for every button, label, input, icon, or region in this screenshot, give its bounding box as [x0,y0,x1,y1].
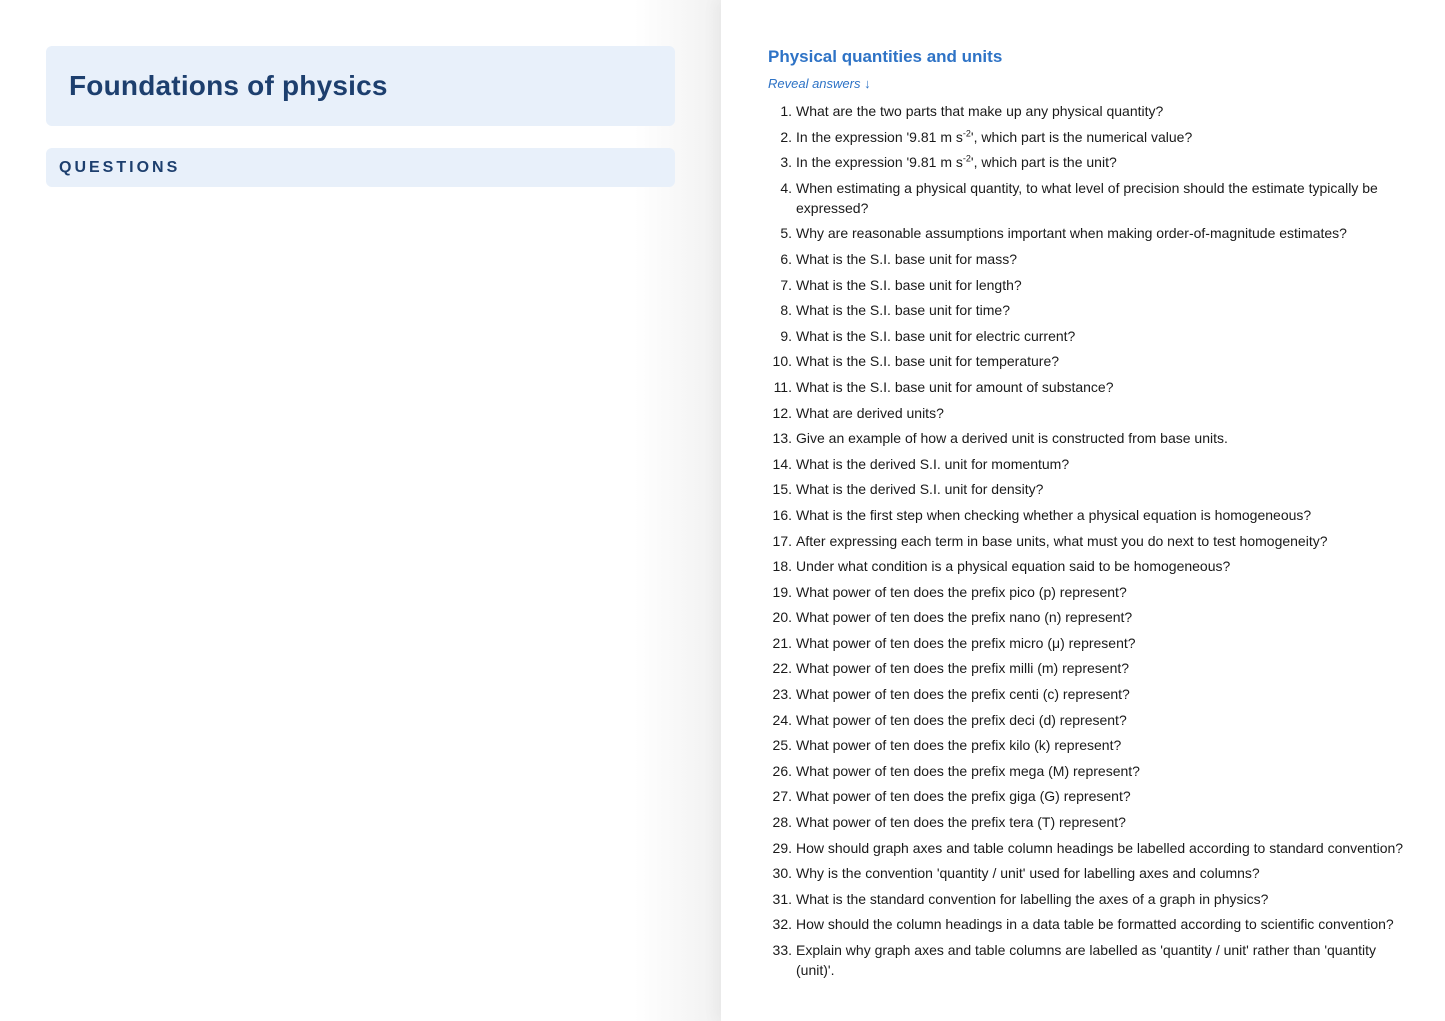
question-item [768,249,1408,269]
question-text [796,786,1408,806]
question-text-segment: ', which part is the numerical value? [970,128,1193,145]
question-text [796,152,1408,172]
question-number: 27. [772,788,792,805]
question-item [768,786,1408,806]
question-text [796,454,1408,474]
question-item [768,889,1408,909]
question-text [796,735,1408,755]
question-text [796,914,1408,934]
question-text [796,812,1408,832]
question-number: 9. [780,327,792,344]
question-text-segment: What is the S.I. base unit for electric current? [796,327,1076,344]
question-text-segment: Give an example of how a derived unit is constructed from base units. [796,430,1228,447]
question-number: 2. [780,128,792,145]
question-item [768,479,1408,499]
question-item [768,505,1408,525]
question-item [768,914,1408,934]
question-item [768,812,1408,832]
question-number: 1. [780,103,792,119]
question-number: 11. [773,378,792,395]
question-item [768,607,1408,627]
question-text [796,607,1408,627]
title-card [46,46,675,126]
question-number: 5. [780,225,792,242]
question-text-segment: What power of ten does the prefix micro (μ) represent? [796,634,1136,651]
question-text-segment: What power of ten does the prefix deci (d) represent? [796,711,1127,728]
question-text-segment: After expressing each term in base units, what must you do next to test homogeneity? [796,532,1328,549]
question-text-segment: What are derived units? [796,404,944,421]
question-item [768,326,1408,346]
question-text [796,761,1408,781]
question-text-segment: What is the first step when checking whether a physical equation is homogeneous? [796,506,1312,523]
question-number: 16. [772,506,792,523]
left-pane [0,0,721,1021]
section-label: QUESTIONS [59,159,181,176]
question-text-segment: Why is the convention 'quantity / unit' used for labelling axes and columns? [796,865,1260,882]
unit-exponent: -2 [962,127,971,138]
question-text [796,428,1408,448]
topic-title: Physical quantities and units [768,47,1003,66]
question-text [796,556,1408,576]
question-text [796,531,1408,551]
question-number: 29. [772,839,792,856]
question-text-segment: Under what condition is a physical equation said to be homogeneous? [796,558,1231,575]
question-item [768,351,1408,371]
question-number: 8. [780,302,792,319]
question-text [796,326,1408,346]
question-text-segment: What is the S.I. base unit for amount of substance? [796,378,1114,395]
unit-exponent: -2 [962,153,971,164]
question-number: 26. [772,762,792,779]
question-item [768,377,1408,397]
question-item [768,531,1408,551]
question-text-segment: What are the two parts that make up any physical quantity? [796,103,1164,119]
question-number: 17. [772,532,792,549]
question-text [796,351,1408,371]
question-text-segment: What power of ten does the prefix milli (m) represent? [796,660,1130,677]
question-number: 3. [780,154,792,171]
question-item [768,556,1408,576]
question-number: 4. [780,179,792,196]
question-text-segment: What is the S.I. base unit for temperature? [796,353,1060,370]
question-number: 15. [772,481,792,498]
question-item [768,300,1408,320]
question-item [768,275,1408,295]
question-item [768,684,1408,704]
question-item [768,658,1408,678]
question-text [796,710,1408,730]
question-text-segment: What power of ten does the prefix giga (G) represent? [796,788,1131,805]
question-text-segment: Why are reasonable assumptions important when making order-of-magnitude estimates? [796,225,1347,242]
question-item [768,223,1408,243]
page-title: Foundations of physics [69,70,388,101]
question-panel [721,0,1445,1021]
question-number: 33. [772,942,792,958]
question-number: 20. [772,609,792,626]
question-number: 28. [772,814,792,831]
question-item [768,838,1408,858]
question-item [768,633,1408,653]
question-number: 30. [772,865,792,882]
question-text [796,223,1408,243]
question-number: 21. [772,634,792,651]
question-text [796,582,1408,602]
question-text-segment: How should the column headings in a data table be formatted according to scientific convention? [796,916,1394,933]
question-text [796,101,1408,121]
question-text-segment: What power of ten does the prefix centi (c) represent? [796,686,1130,703]
question-item [768,940,1408,980]
question-text-segment: What power of ten does the prefix pico (p) represent? [796,583,1127,600]
question-number: 13. [772,430,792,447]
question-text [796,377,1408,397]
question-number: 6. [780,250,792,267]
question-number: 12. [772,404,792,421]
question-text-segment: What is the derived S.I. unit for momentum? [796,455,1070,472]
question-item [768,582,1408,602]
question-text [796,658,1408,678]
question-text-segment: How should graph axes and table column headings be labelled according to standard convention? [796,839,1404,856]
reveal-answers-link[interactable]: Reveal answers ↓ [768,76,871,91]
question-item [768,863,1408,883]
question-text [796,505,1408,525]
question-item [768,710,1408,730]
question-text [796,863,1408,883]
question-text [796,178,1408,218]
question-text-segment: What is the S.I. base unit for mass? [796,250,1017,267]
question-number: 7. [780,276,792,293]
question-number: 18. [772,558,792,575]
question-text [796,838,1408,858]
question-text-segment: What is the derived S.I. unit for density? [796,481,1044,498]
question-number: 19. [772,583,792,600]
question-text-segment: What is the S.I. base unit for length? [796,276,1022,293]
question-item [768,178,1408,218]
question-text [796,940,1408,980]
question-text-segment: What power of ten does the prefix kilo (k) represent? [796,737,1122,754]
question-text-segment: In the expression '9.81 m s [796,128,963,145]
question-text [796,889,1408,909]
question-text [796,127,1408,147]
question-text-segment: ', which part is the unit? [970,154,1117,171]
question-number: 22. [772,660,792,677]
question-item [768,761,1408,781]
question-number: 31. [772,890,792,907]
question-text-segment: In the expression '9.81 m s [796,154,963,171]
question-text-segment: What power of ten does the prefix nano (n) represent? [796,609,1133,626]
question-item [768,454,1408,474]
question-number: 14. [772,455,792,472]
question-number: 24. [772,711,792,728]
question-text [796,479,1408,499]
question-text-segment: What power of ten does the prefix tera (T) represent? [796,814,1126,831]
question-text [796,684,1408,704]
question-number: 23. [772,686,792,703]
question-text-segment: What is the S.I. base unit for time? [796,302,1010,319]
question-item [768,152,1408,172]
question-text [796,249,1408,269]
question-number: 32. [772,916,792,933]
question-text [796,403,1408,423]
question-item [768,101,1408,121]
question-number: 25. [772,737,792,754]
question-text [796,275,1408,295]
question-number: 10. [772,353,792,370]
question-text-segment: When estimating a physical quantity, to what level of precision should the estimate typically be expressed? [796,179,1378,216]
question-text-segment: What power of ten does the prefix mega (M) represent? [796,762,1140,779]
questions-section-header[interactable] [46,148,675,187]
question-text [796,300,1408,320]
question-text-segment: What is the standard convention for labelling the axes of a graph in physics? [796,890,1269,907]
question-item [768,735,1408,755]
question-list [768,101,1408,986]
question-item [768,403,1408,423]
question-text-segment: Explain why graph axes and table columns are labelled as 'quantity / unit' rather than 'quantity (unit)'. [796,942,1377,978]
question-text [796,633,1408,653]
question-item [768,127,1408,147]
question-item [768,428,1408,448]
